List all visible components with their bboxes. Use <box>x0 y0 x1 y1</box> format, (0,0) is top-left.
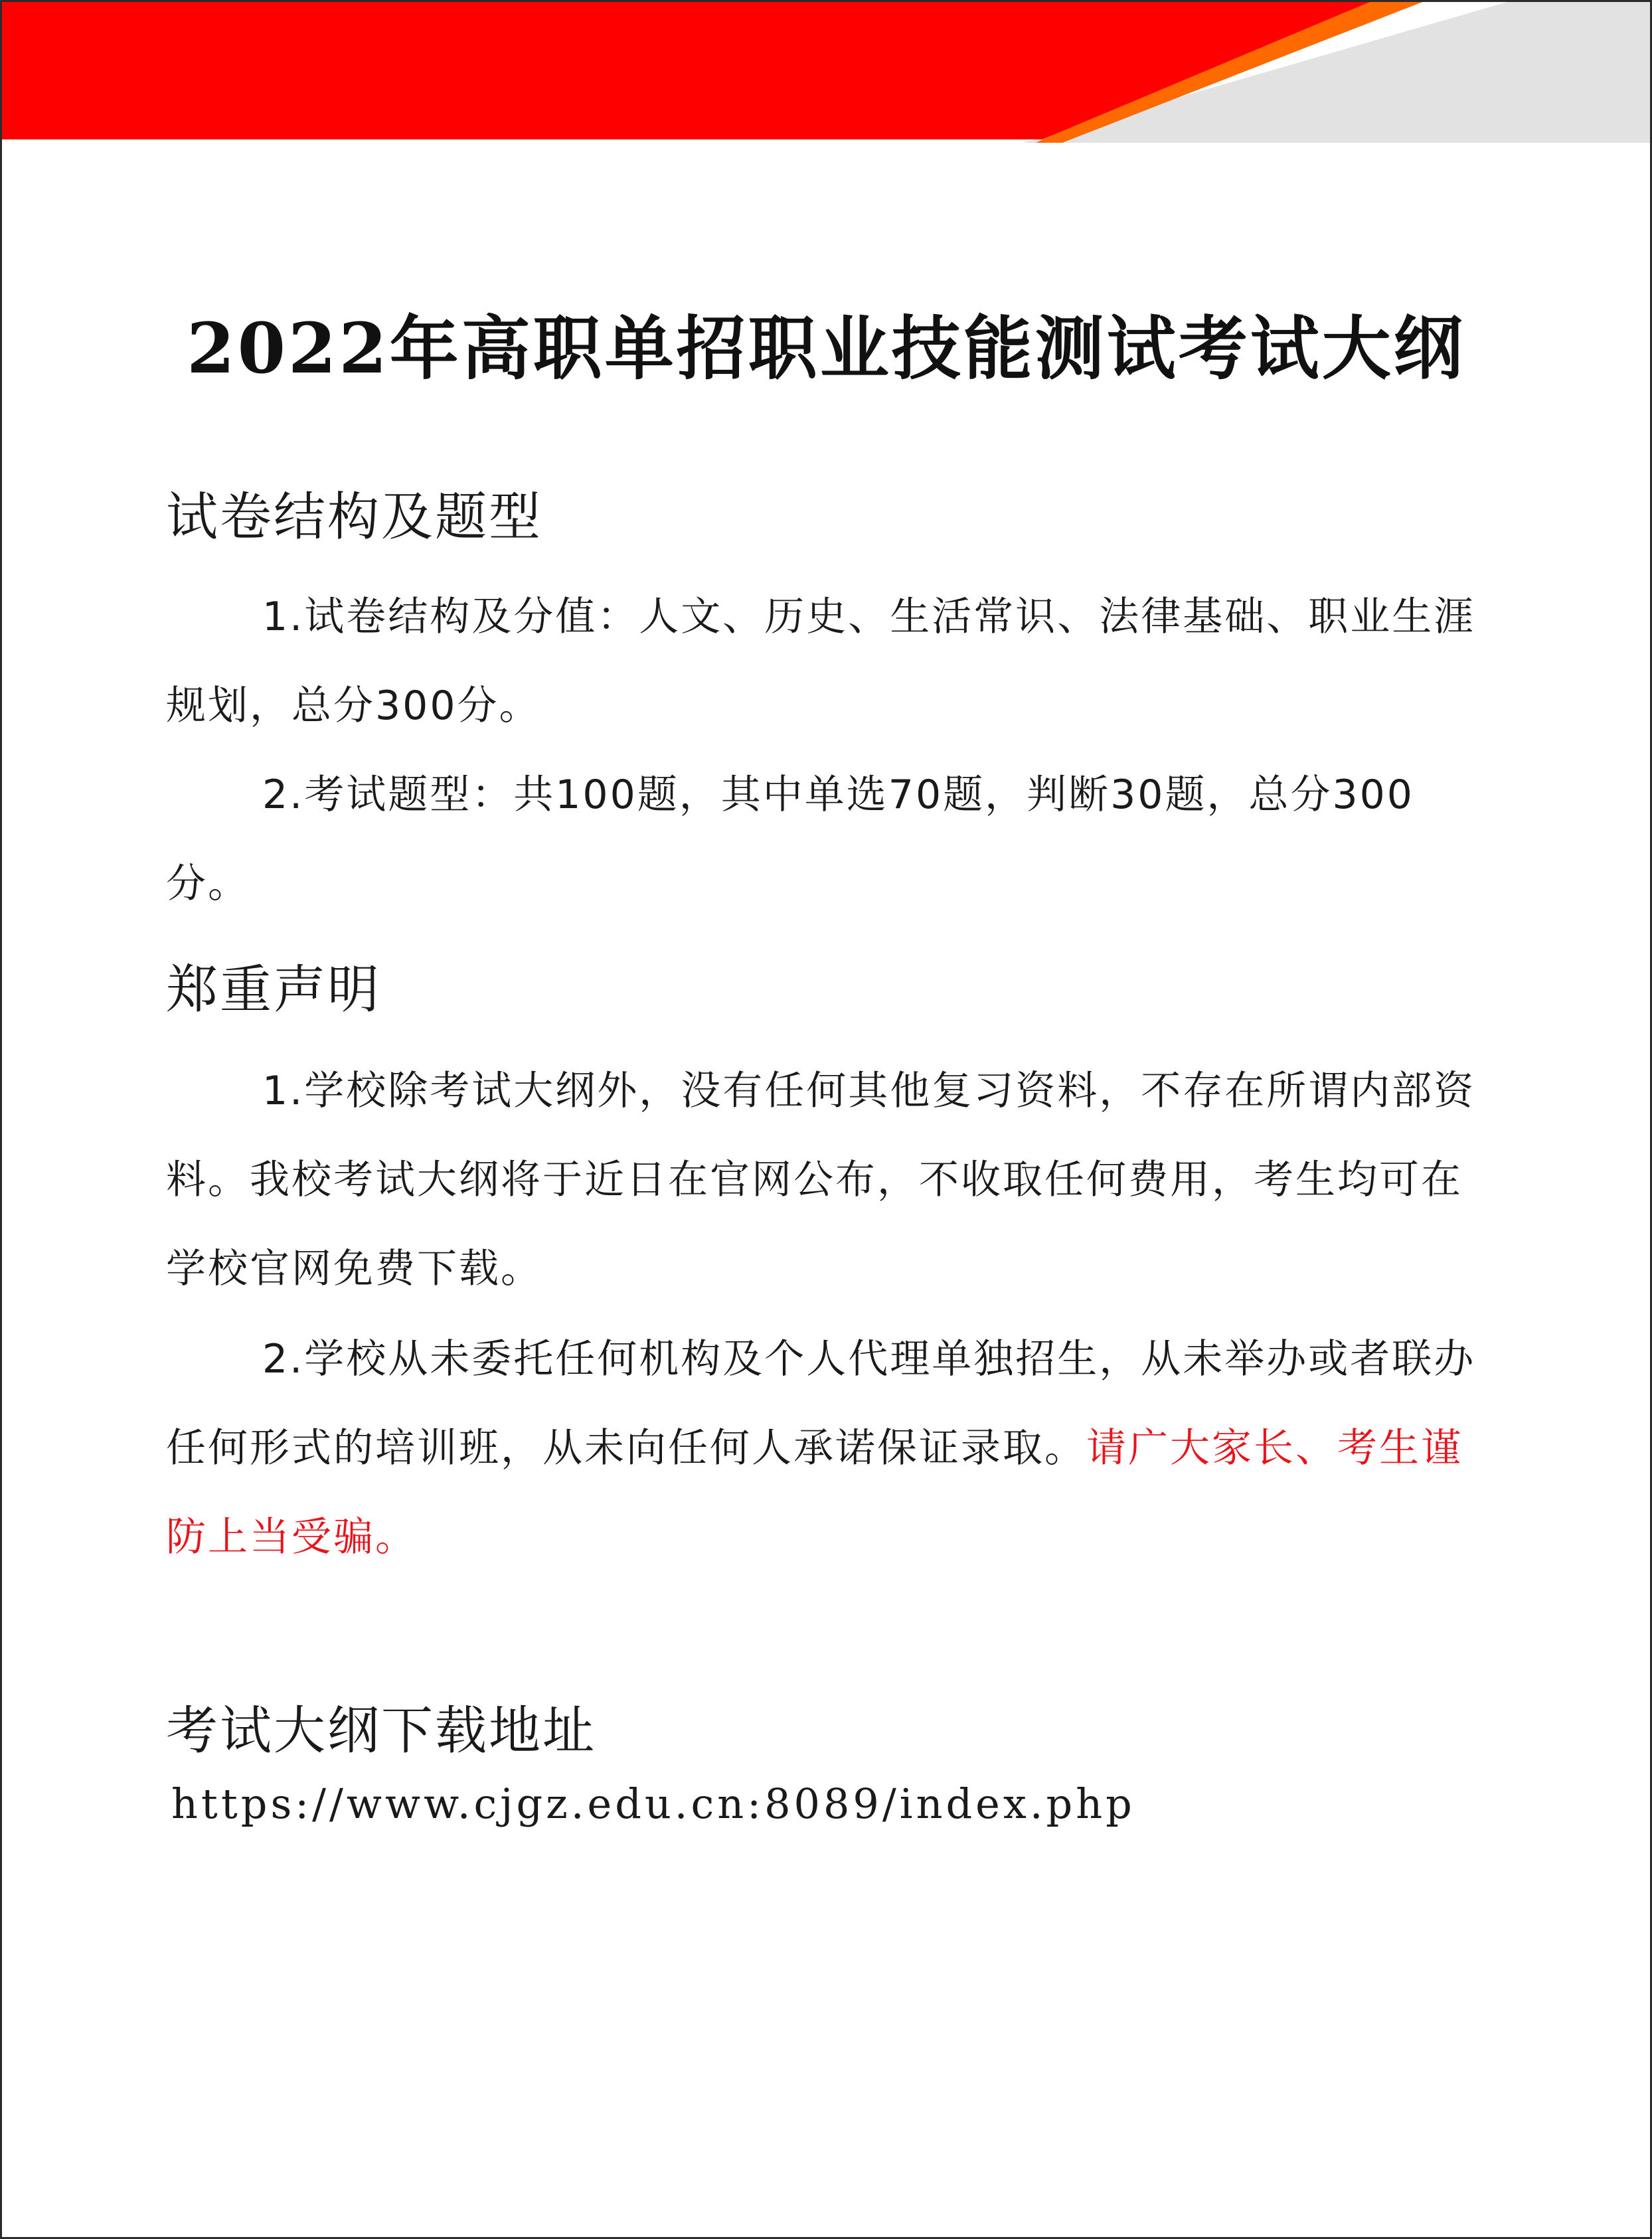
section-heading-statement: 郑重声明 <box>166 960 382 1020</box>
paragraph-score-structure: 1.试卷结构及分值：人文、历史、生活常识、法律基础、职业生涯规划，总分300分。 <box>166 594 1476 729</box>
paragraph-no-materials: 1.学校除考试大纲外，没有任何其他复习资料，不存在所谓内部资料。我校考试大纲将于近日在官网公布，不收取任何费用，考生均可在学校官网免费下载。 <box>166 1068 1476 1292</box>
page-title: 2022年高职单招职业技能测试考试大纲 <box>187 307 1465 389</box>
section-heading-download: 考试大纲下载地址 <box>166 1701 597 1761</box>
fraud-warning: 请广大家长、考生谨防上当受骗。 <box>166 1425 1463 1560</box>
paragraph-no-agents-text: 2.学校从未委托任何机构及个人代理单独招生，从未举办或者联办任何形式的培训班，从未向任何人承诺保证录取。 <box>166 1336 1476 1471</box>
download-url[interactable]: https://www.cjgz.edu.cn:8089/index.php <box>171 1780 1135 1828</box>
paragraph-question-types: 2.考试题型：共100题，其中单选70题，判断30题，总分300分。 <box>166 772 1414 907</box>
paragraph-no-agents <box>166 1315 1487 1582</box>
header-banner <box>0 0 1652 143</box>
section-heading-paper-structure: 试卷结构及题型 <box>166 487 543 547</box>
